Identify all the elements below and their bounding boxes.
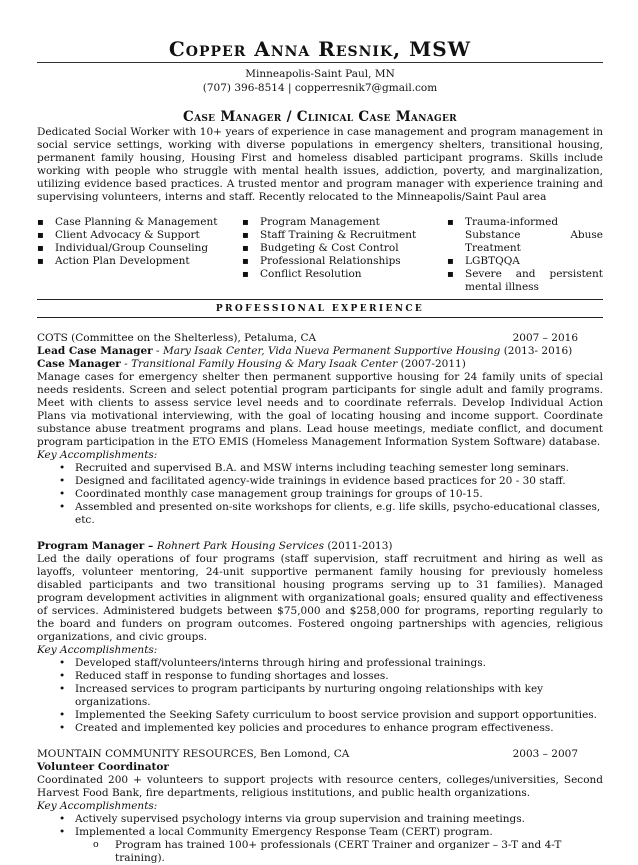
accomplishment-item: • Reduced staff in response to funding shortages and losses. <box>37 670 603 683</box>
spacer <box>37 735 603 748</box>
skill-item: ▪ Budgeting & Cost Control <box>242 242 447 255</box>
contact-separator: | <box>288 82 292 94</box>
accomplishment-item: • Actively supervised psychology interns via group supervision and training meetings. <box>37 813 603 826</box>
skill-item: ▪ Conflict Resolution <box>242 268 447 281</box>
skill-item: ▪ Severe and persistent mental illness <box>447 268 603 294</box>
accomplishment-item: • Designed and facilitated agency-wide trainings in evidence based practices for 20 - 30 staff. <box>37 475 603 488</box>
accomplishments-label: Key Accomplishments: <box>37 449 158 461</box>
role-separator: - <box>120 358 132 370</box>
accomplishment-item: • Assembled and presented on-site workshops for clients, e.g. life skills, psycho-educational classes, etc. <box>37 501 603 527</box>
role-description: Manage cases for emergency shelter then permanent supportive housing for 24 family units of special needs residents. Screen and select potential program participants for single adult and family programs. Meet with clients to assess service level needs and to coordinate referrals. Develop Individual Action Plans via motivational interviewing, with the goal of locating housing and income support. Coordinate substance abuse treatment programs and plans. Lead house meetings, mediate conflict, and document program participation in the ETO EMIS (Homeless Management Information System Software) database. <box>37 371 603 448</box>
accomplishment-item: • Coordinated monthly case management group trainings for groups of 10-15. <box>37 488 603 501</box>
header-divider <box>37 62 603 63</box>
accomplishment-item: • Recruited and supervised B.A. and MSW interns including teaching semester long seminars. <box>37 462 603 475</box>
skills-grid <box>37 216 603 294</box>
sub-accomplishments-list <box>37 839 603 865</box>
phone: (707) 396-8514 <box>202 82 285 94</box>
summary: Dedicated Social Worker with 10+ years of experience in case management and program management in social service settings, working with diverse populations in emergency shelters, transitional housing, permanent family housing, Housing First and homeless disabled participant programs. Skills include working with people who struggle with mental health issues, addiction, poverty, and marginalization, utilizing evidence based practices. A trusted mentor and program manager with experience training and supervising volunteers, interns and staff. Recently relocated to the Minneapolis/Saint Paul area <box>37 126 603 203</box>
accomplishment-item: • Implemented a local Community Emergency Response Team (CERT) program. <box>37 826 603 839</box>
accomplishment-item: • Created and implemented key policies and procedures to enhance program effectiveness. <box>37 722 603 735</box>
location: Minneapolis-Saint Paul, MN <box>245 68 395 80</box>
spacer <box>37 527 603 540</box>
employer-heading <box>37 748 603 761</box>
skill-item: ▪ Professional Relationships <box>242 255 447 268</box>
skill-item: ▪ Individual/Group Counseling <box>37 242 242 255</box>
role-line <box>37 761 603 774</box>
employment-dates: 2007 – 2016 <box>512 332 578 344</box>
section-divider-top <box>37 299 603 300</box>
sub-accomplishment-item: o Program has trained 100+ professionals (CERT Trainer and organizer – 3-T and 4-T training). <box>37 839 603 865</box>
role-title: Program Manager <box>37 540 145 552</box>
accomplishments-label: Key Accomplishments: <box>37 644 158 656</box>
accomplishment-item: • Developed staff/volunteers/interns through hiring and professional trainings. <box>37 657 603 670</box>
role-dates: (2013- 2016) <box>500 345 573 357</box>
role-description: Coordinated 200 + volunteers to support projects with resource centers, colleges/universities, Second Harvest Food Bank, fire departments, religious institutions, and public health organizations. <box>37 774 603 799</box>
skill-item: ▪ Action Plan Development <box>37 255 242 268</box>
role-title: Case Manager <box>37 358 121 370</box>
candidate-name: Copper Anna Resnik, MSW <box>168 37 472 61</box>
role-title: Volunteer Coordinator <box>37 761 169 773</box>
accomplishments-list <box>37 462 603 527</box>
skills-column-2 <box>242 216 447 294</box>
resume-page <box>37 0 603 865</box>
role-separator: – <box>144 540 157 552</box>
role-title: Lead Case Manager <box>37 345 153 357</box>
role-place: Transitional Family Housing & Mary Isaak Center <box>131 358 398 370</box>
role-dates: (2011-2013) <box>323 540 393 552</box>
role-separator: - <box>152 345 163 357</box>
employer-name: MOUNTAIN COMMUNITY RESOURCES, Ben Lomond, CA <box>37 748 350 760</box>
role-place: Mary Isaak Center, Vida Nueva Permanent Supportive Housing <box>162 345 501 357</box>
role-place: Rohnert Park Housing Services <box>156 540 324 552</box>
email: copperresnik7@gmail.com <box>294 82 438 94</box>
employer-name: COTS (Committee on the Shelterless), Petaluma, CA <box>37 332 317 344</box>
headline: Case Manager / Clinical Case Manager <box>183 109 457 125</box>
accomplishments-list <box>37 657 603 735</box>
skill-item: ▪ Trauma-informed Substance Abuse Treatment <box>447 216 603 255</box>
skills-column-3 <box>447 216 603 294</box>
skill-item: ▪ Client Advocacy & Support <box>37 229 242 242</box>
role-line <box>37 345 603 358</box>
role-line <box>37 540 603 553</box>
employer-heading <box>37 332 603 345</box>
accomplishment-item: • Implemented the Seeking Safety curriculum to boost service provision and support opportunities. <box>37 709 603 722</box>
skill-item: ▪ Staff Training & Recruitment <box>242 229 447 242</box>
contact-line <box>37 81 603 95</box>
role-dates: (2007-2011) <box>397 358 466 370</box>
role-description: Led the daily operations of four programs (staff supervision, staff recruitment and hiring as well as layoffs, volunteer mentoring, 24-unit supportive permanent family housing for previously homeless disabled participants and two transitional housing programs serving up to 31 families). Managed program development activities in alignment with organizational goals; ensured quality and effectiveness of services. Administered budgets between $75,000 and $258,000 for programs, reporting regularly to the board and funders on program outcomes. Fostered ongoing partnerships with agencies, religious organizations, and civic groups. <box>37 553 603 643</box>
role-line <box>37 358 603 371</box>
skill-item: ▪ Program Management <box>242 216 447 229</box>
employment-dates: 2003 – 2007 <box>512 748 578 760</box>
skills-column-1 <box>37 216 242 294</box>
skill-item: ▪ Case Planning & Management <box>37 216 242 229</box>
skill-item: ▪ LGBTQQA <box>447 255 603 268</box>
accomplishment-item: • Increased services to program participants by nurturing ongoing relationships with key organizations. <box>37 683 603 709</box>
accomplishments-label: Key Accomplishments: <box>37 800 158 812</box>
section-title: PROFESSIONAL EXPERIENCE <box>215 304 425 314</box>
section-divider-bottom <box>37 317 603 318</box>
accomplishments-list <box>37 813 603 839</box>
